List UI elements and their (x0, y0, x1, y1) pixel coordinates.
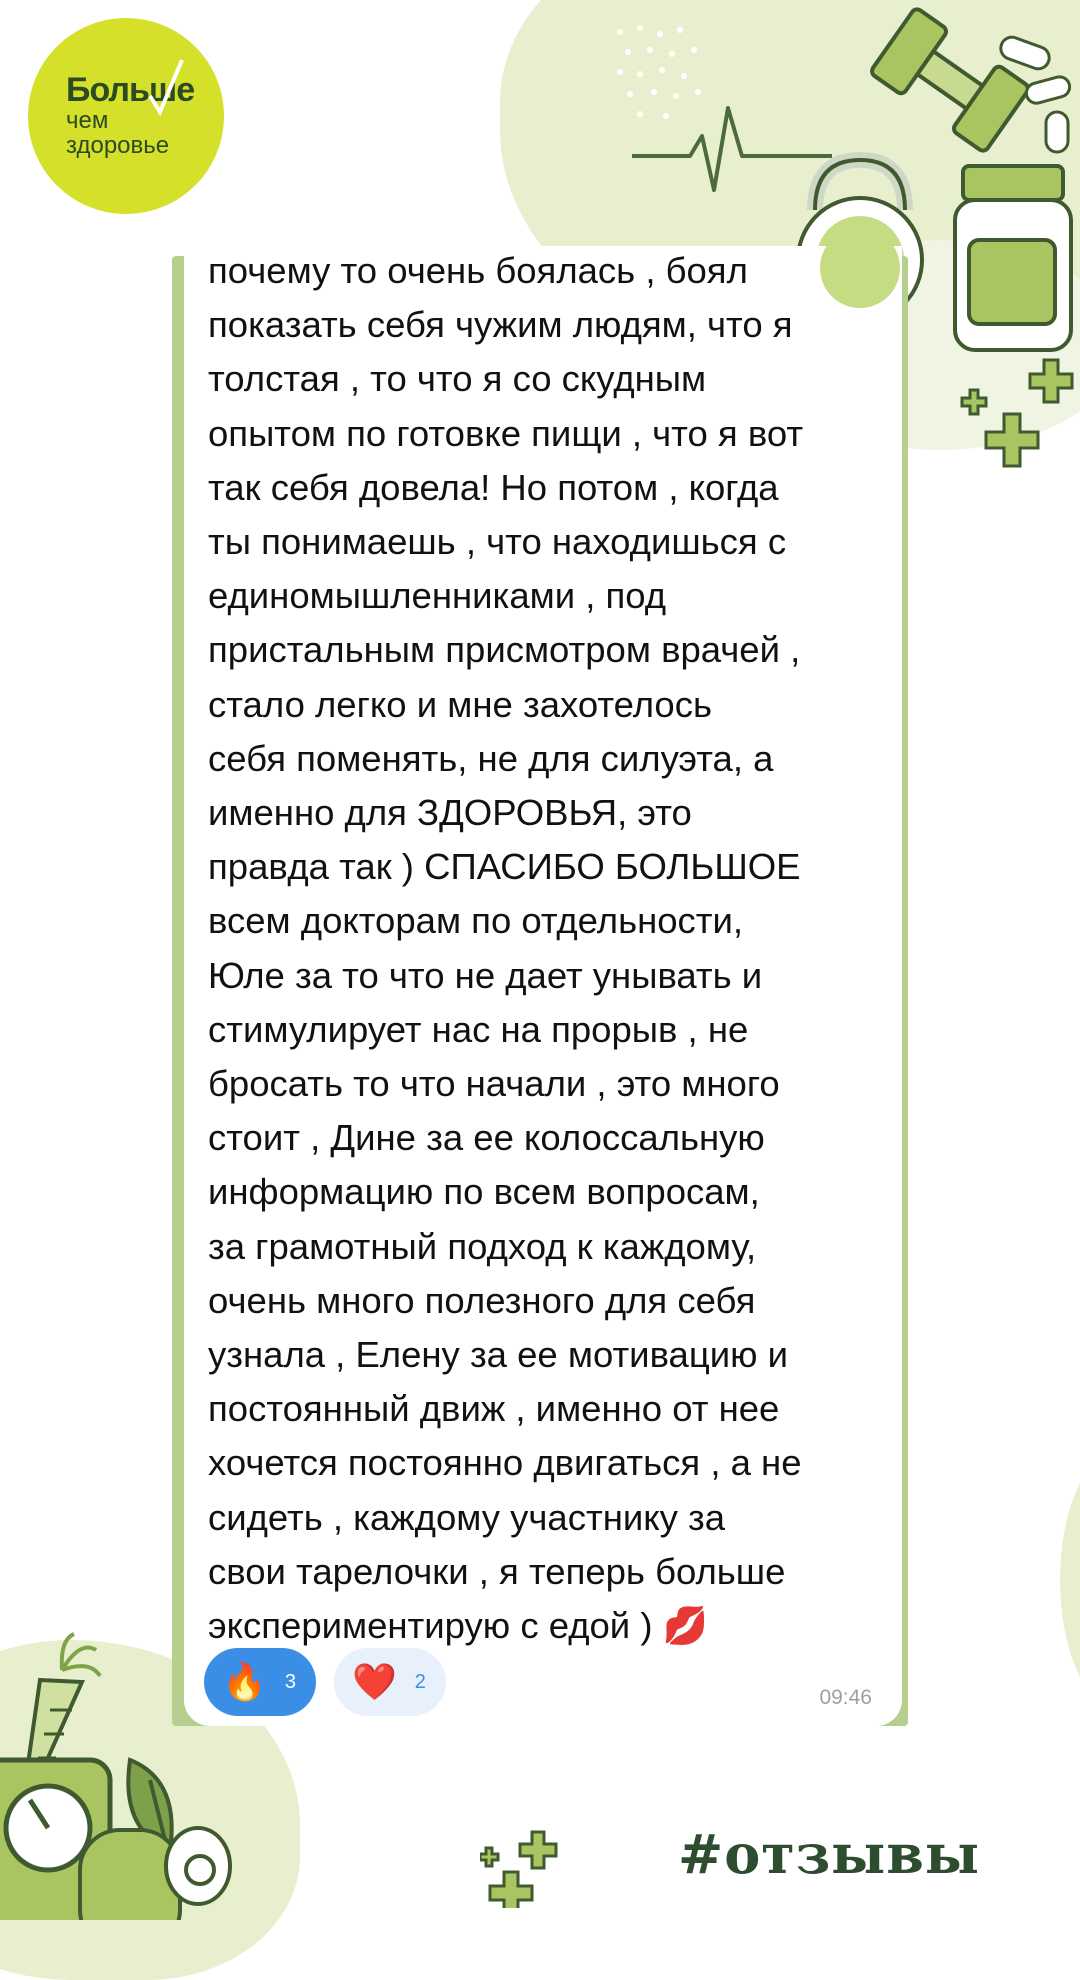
message-line: информацию по всем вопросам, (208, 1171, 760, 1213)
message-text (208, 244, 882, 1653)
message-line: Юле за то что не дает унывать и (208, 954, 763, 996)
message-time: 09:46 (819, 1686, 872, 1709)
logo-subtitle-1: чем (66, 107, 109, 134)
message-line: себя поменять, не для силуэта, а (208, 737, 774, 779)
pills-icon (990, 20, 1080, 160)
message-line: хочется постоянно двигаться , а не (208, 1442, 802, 1484)
message-bubble[interactable] (184, 246, 902, 1726)
hashtag-label: #отзывы (678, 1822, 980, 1886)
egg-icon (158, 1818, 238, 1908)
message-line: экспериментирую с едой ) 💋 (208, 1605, 709, 1647)
check-icon (146, 56, 186, 116)
reaction-fire[interactable] (204, 1648, 316, 1716)
message-line: всем докторам по отдельности, (208, 900, 744, 942)
reactions-bar (204, 1648, 446, 1716)
message-line: почему то очень боялась , боял (208, 250, 748, 291)
message-line: показать себя чужим людям, что я (208, 304, 793, 346)
decor-blob-right-mid (1060, 1450, 1080, 1710)
message-line: так себя довела! Но потом , когда (208, 466, 779, 508)
message-line: опытом по готовке пищи , что я вот (208, 412, 804, 454)
message-line: свои тарелочки , я теперь больше (208, 1550, 786, 1592)
reaction-count: 3 (284, 1670, 296, 1693)
message-line: узнала , Елену за ее мотивацию и (208, 1334, 789, 1376)
message-line: за грамотный подход к каждому, (208, 1225, 757, 1267)
brand-logo (28, 18, 224, 214)
message-line: единомышленниками , под (208, 575, 667, 617)
message-line: сидеть , каждому участнику за (208, 1496, 726, 1538)
plus-icons-right (960, 352, 1080, 482)
plus-icons-bottom (480, 1828, 560, 1908)
reaction-heart[interactable] (334, 1648, 446, 1716)
message-line: постоянный движ , именно от нее (208, 1388, 780, 1430)
message-line: толстая , то что я со скудным (208, 358, 707, 400)
kettlebell-overlay (810, 220, 900, 340)
jar-icon (945, 160, 1080, 360)
message-line: ты понимаешь , что находишься с (208, 521, 787, 563)
logo-subtitle-2: здоровье (66, 132, 170, 159)
fire-icon: 🔥 (222, 1661, 267, 1702)
message-line: бросать то что начали , это много (208, 1063, 780, 1105)
message-line: стимулирует нас на прорыв , не (208, 1008, 749, 1050)
message-line: именно для ЗДОРОВЬЯ, это (208, 792, 692, 834)
message-line: пристальным присмотром врачей , (208, 629, 801, 671)
message-line: стало легко и мне захотелось (208, 683, 712, 725)
message-line: очень много полезного для себя (208, 1279, 756, 1321)
message-line: стоит , Дине за ее колоссальную (208, 1117, 765, 1159)
heart-icon: ❤️ (351, 1661, 397, 1702)
reaction-count: 2 (414, 1670, 426, 1693)
message-line: правда так ) СПАСИБО БОЛЬШОЕ (208, 846, 801, 888)
logo-title: Больше (66, 71, 195, 109)
